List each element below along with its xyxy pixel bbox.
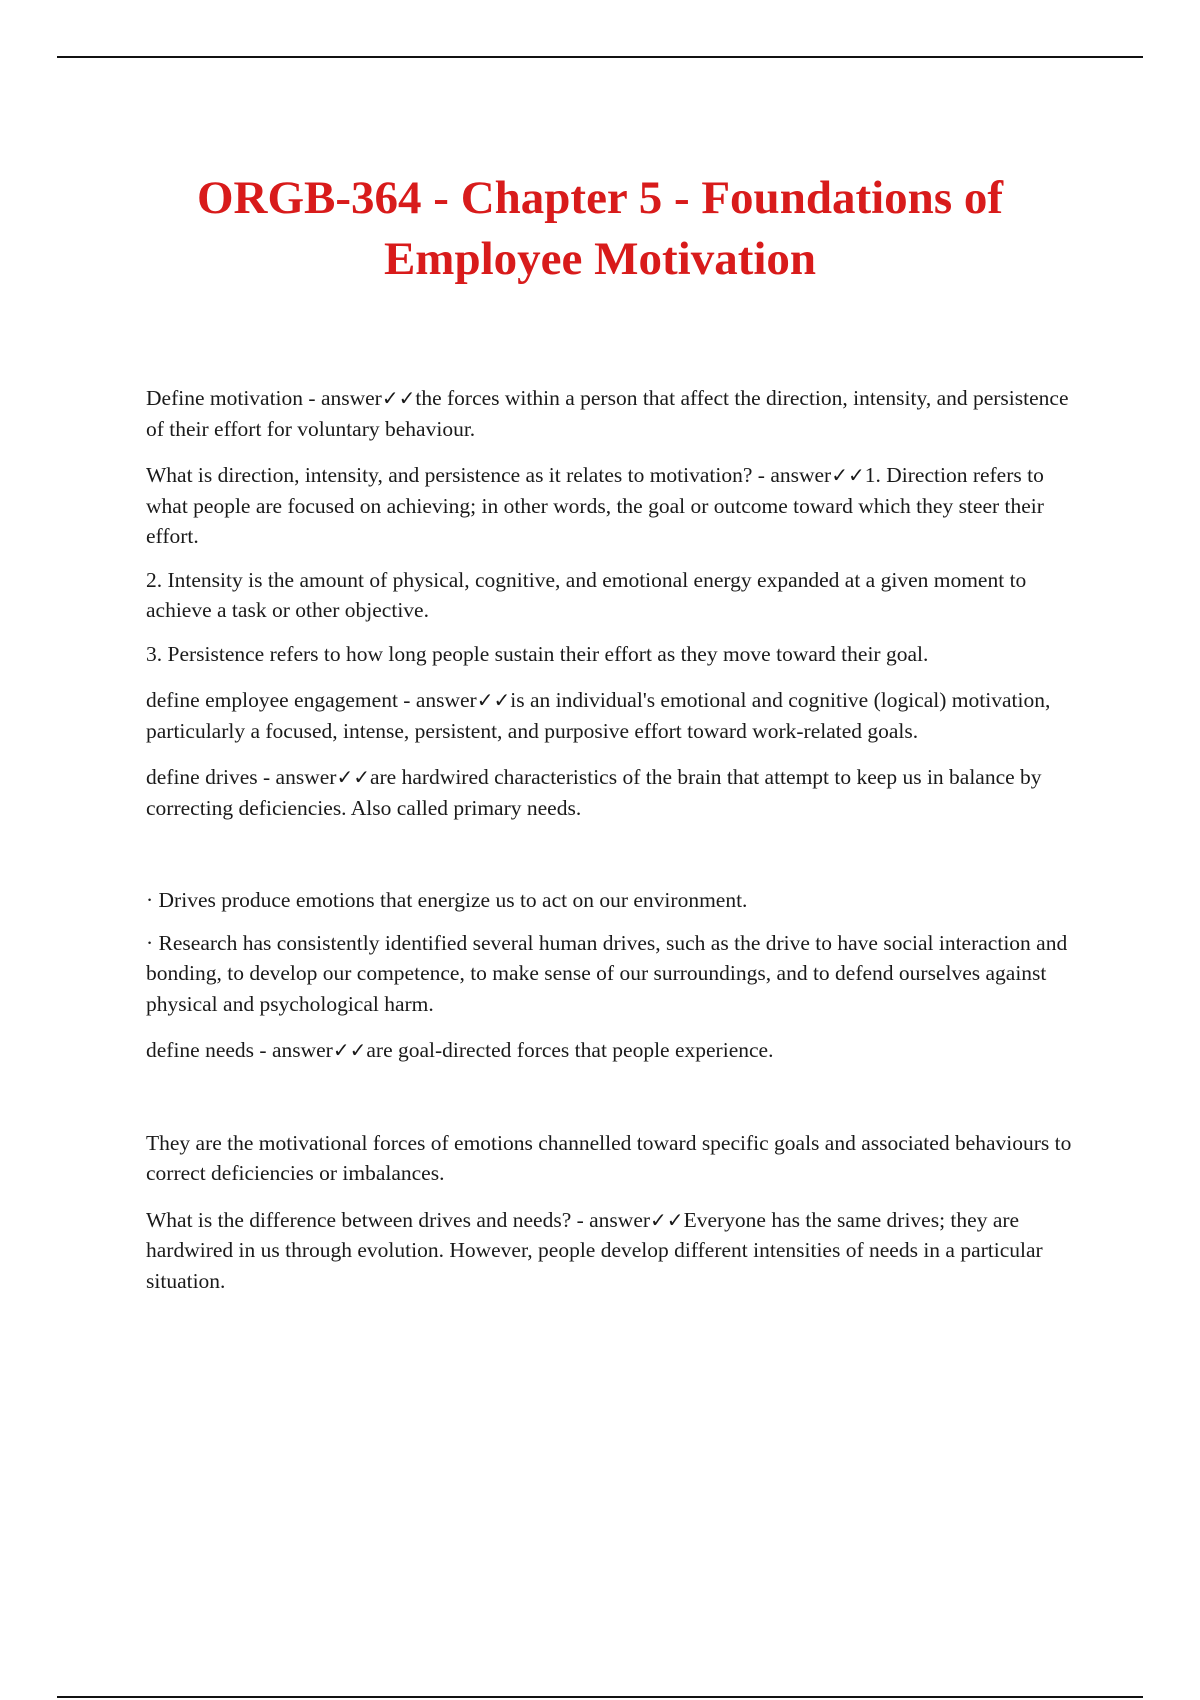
answer-label: - answer bbox=[254, 1038, 333, 1062]
bullet-drives-research: · Research has consistently identified several human drives, such as the drive to have social interaction and bonding, to develop our competence, to make sense of our surroundings, and to defend ourselves against physical and psychological harm. bbox=[146, 930, 1068, 1016]
answer-label: - answer bbox=[397, 688, 477, 712]
bottom-rule bbox=[57, 1696, 1143, 1698]
answer-text: are goal-directed forces that people experience. bbox=[366, 1038, 774, 1062]
double-check-icon: ✓✓ bbox=[336, 765, 370, 789]
entry-employee-engagement bbox=[146, 685, 1080, 746]
question-text: What is the difference between drives and needs? bbox=[146, 1207, 572, 1232]
double-check-icon: ✓✓ bbox=[381, 386, 416, 410]
double-check-icon: ✓✓ bbox=[650, 1207, 684, 1232]
entry-drives-vs-needs bbox=[146, 1205, 1080, 1297]
answer-text: are hardwired characteristics of the brain that attempt to keep us in balance by correcting deficiencies. Also called primary needs. bbox=[146, 765, 1042, 820]
paragraph-persistence: 3. Persistence refers to how long people sustain their effort as they move toward their goal. bbox=[146, 641, 929, 666]
question-text: What is direction, intensity, and persistence as it relates to motivation? bbox=[146, 463, 753, 487]
bullet-drives-emotions: · Drives produce emotions that energize us to act on our environment. bbox=[146, 888, 748, 912]
double-check-icon: ✓✓ bbox=[476, 688, 511, 712]
answer-text: Everyone has the same drives; they are hardwired in us through evolution. However, people develop different intensities of needs in a particular situation. bbox=[146, 1207, 1043, 1293]
question-text: Define motivation bbox=[146, 386, 304, 410]
paragraph-intensity: 2. Intensity is the amount of physical, cognitive, and emotional energy expanded at a given moment to achieve a task or other objective. bbox=[146, 567, 1027, 622]
answer-text: the forces within a person that affect the direction, intensity, and persistence of their effort for voluntary behaviour. bbox=[146, 386, 1069, 441]
answer-label: - answer bbox=[571, 1207, 651, 1232]
entry-define-drives bbox=[146, 762, 1080, 823]
double-check-icon: ✓✓ bbox=[831, 463, 865, 487]
answer-label: - answer bbox=[257, 765, 337, 789]
double-check-icon: ✓✓ bbox=[332, 1038, 367, 1062]
answer-text: is an individual's emotional and cognitive (logical) motivation, particularly a focused, intense, persistent, and purposive effort toward work-related goals. bbox=[146, 688, 1051, 743]
entry-direction-intensity-persistence bbox=[146, 460, 1080, 552]
question-text: define needs bbox=[146, 1038, 255, 1062]
entry-define-motivation bbox=[146, 383, 1080, 444]
question-text: define drives bbox=[146, 765, 258, 789]
answer-label: - answer bbox=[752, 463, 832, 487]
question-text: define employee engagement bbox=[146, 688, 398, 712]
top-rule bbox=[57, 56, 1143, 58]
document-body bbox=[146, 383, 1080, 1296]
page-title: ORGB-364 - Chapter 5 - Foundations of Employee Motivation bbox=[196, 172, 1004, 285]
paragraph-needs-forces: They are the motivational forces of emotions channelled toward specific goals and associated behaviours to correct deficiencies or imbalances. bbox=[146, 1130, 1072, 1185]
answer-label: - answer bbox=[303, 386, 382, 410]
answer-text: 1. Direction refers to what people are focused on achieving; in other words, the goal or outcome toward which they steer their effort. bbox=[146, 463, 1044, 548]
entry-define-needs bbox=[146, 1035, 1080, 1066]
